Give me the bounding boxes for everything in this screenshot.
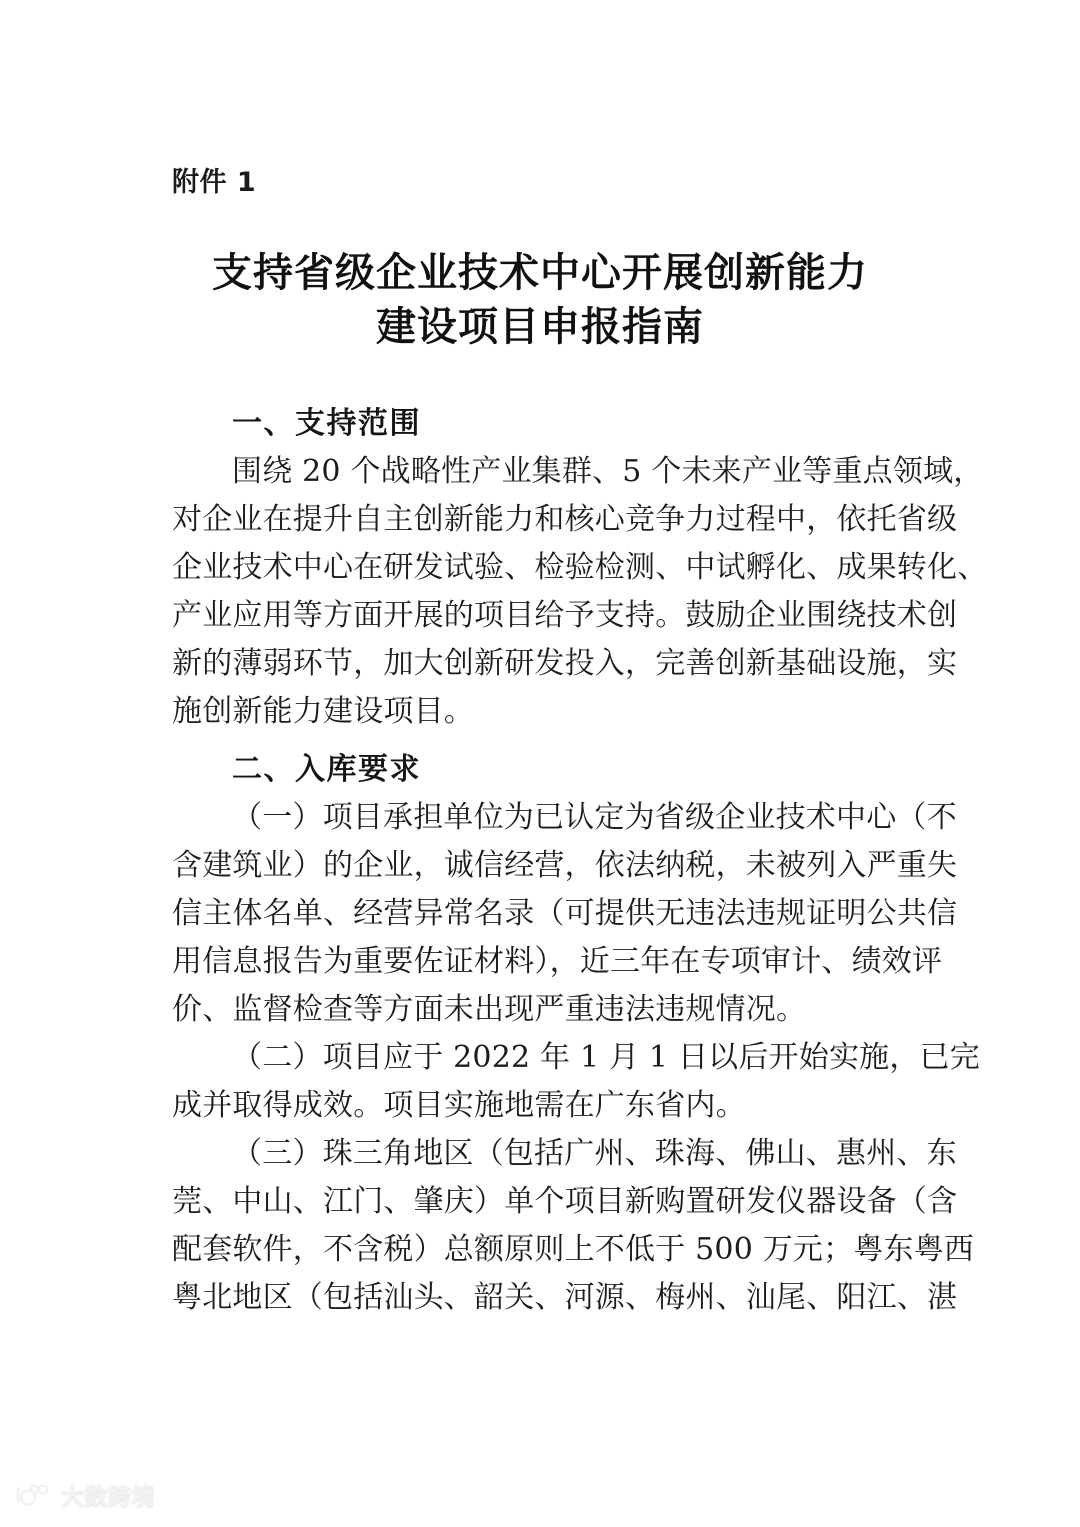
paragraph-line: 莞、中山、江门、肇庆）单个项目新购置研发仪器设备（含 — [172, 1184, 958, 1219]
paragraph-line: 用信息报告为重要佐证材料），近三年在专项审计、绩效评 — [172, 944, 943, 979]
paragraph-line: 含建筑业）的企业，诚信经营，依法纳税，未被列入严重失 — [172, 848, 958, 883]
paragraph-line: 对企业在提升自主创新能力和核心竞争力过程中，依托省级 — [172, 502, 958, 537]
document-body — [172, 400, 988, 1322]
paragraph-line: 信主体名单、经营异常名录（可提供无违法违规证明公共信 — [172, 896, 958, 931]
paragraph-line: 成并取得成效。项目实施地需在广东省内。 — [172, 1088, 746, 1123]
paragraph-line: （一）项目承担单位为已认定为省级企业技术中心（不 — [232, 800, 957, 835]
paragraph-line: 粤北地区（包括汕头、韶关、河源、梅州、汕尾、阳江、湛 — [172, 1280, 958, 1315]
paragraph-line: 企业技术中心在研发试验、检验检测、中试孵化、成果转化、 — [172, 550, 988, 585]
paragraph-line: （三）珠三角地区（包括广州、珠海、佛山、惠州、东 — [232, 1136, 957, 1171]
paragraph-line: 产业应用等方面开展的项目给予支持。鼓励企业围绕技术创 — [172, 598, 958, 633]
paragraph-line: 围绕 20 个战略性产业集群、5 个未来产业等重点领域， — [232, 454, 984, 489]
paragraph-line: 施创新能力建设项目。 — [172, 694, 474, 729]
watermark-label: 大数跨境 — [61, 1484, 155, 1510]
attachment-label: 附件 1 — [172, 167, 257, 198]
paragraph-line: 配套软件，不含税）总额原则上不低于 500 万元；粤东粤西 — [172, 1232, 975, 1267]
paragraph-line: （二）项目应于 2022 年 1 月 1 日以后开始实施，已完 — [232, 1040, 980, 1075]
circles-logo-icon — [14, 1483, 54, 1507]
page-title-line-1: 支持省级企业技术中心开展创新能力 — [212, 250, 868, 296]
watermark — [14, 1478, 155, 1511]
paragraph-requirement-1 — [172, 794, 958, 1034]
page-title — [172, 246, 908, 354]
paragraph-requirement-2 — [172, 1034, 980, 1130]
paragraph-line: 新的薄弱环节，加大创新研发投入，完善创新基础设施，实 — [172, 646, 958, 681]
section-heading-entry-requirements: 二、入库要求 — [232, 752, 421, 787]
section-heading-support-scope: 一、支持范围 — [232, 406, 421, 441]
page-title-line-2: 建设项目申报指南 — [376, 304, 704, 350]
paragraph-line: 价、监督检查等方面未出现严重违法违规情况。 — [172, 992, 807, 1027]
paragraph-support-scope — [172, 448, 988, 736]
paragraph-requirement-3 — [172, 1130, 975, 1322]
